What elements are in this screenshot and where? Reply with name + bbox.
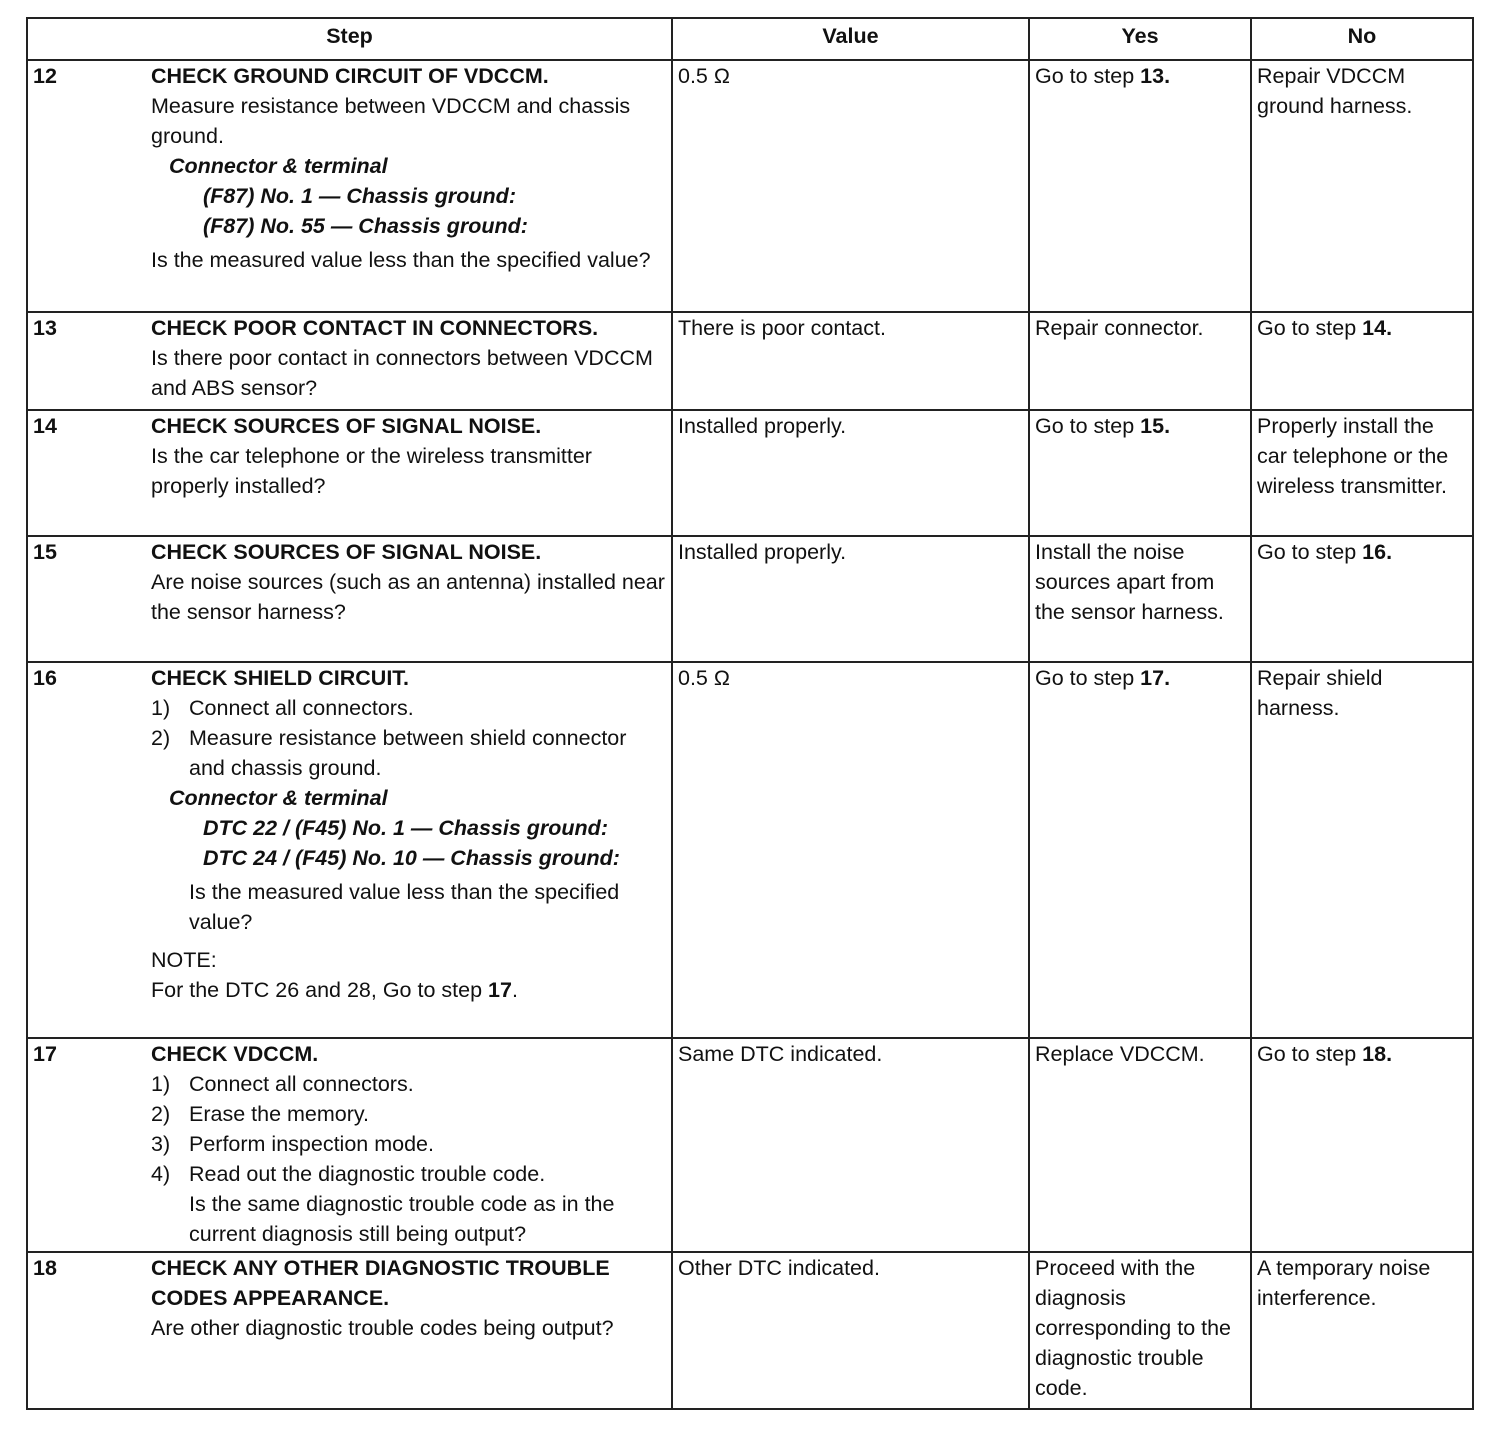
yes-cell: Install the noise sources apart from the sensor harness. xyxy=(1029,536,1251,662)
step-cell xyxy=(27,1252,672,1409)
list-text: Read out the diagnostic trouble code. xyxy=(189,1162,546,1186)
value-cell: 0.5 Ω xyxy=(672,662,1029,1038)
step-question: Is the same diagnostic trouble code as in the current diagnosis still being output? xyxy=(189,1192,615,1246)
no-cell: Repair VDCCM ground harness. xyxy=(1251,60,1473,312)
yes-step-ref: 15 xyxy=(1140,414,1165,438)
step-title: CHECK SOURCES OF SIGNAL NOISE. xyxy=(151,540,542,564)
value-cell: Other DTC indicated. xyxy=(672,1252,1029,1409)
note-period: . xyxy=(511,978,518,1002)
value-cell: Installed properly. xyxy=(672,536,1029,662)
list-number: 3) xyxy=(151,1132,171,1156)
step-number: 18 xyxy=(33,1256,57,1280)
step-title: CHECK VDCCM. xyxy=(151,1042,319,1066)
value-cell: There is poor contact. xyxy=(672,312,1029,410)
step-cell xyxy=(27,1038,672,1252)
no-step-ref: 18 xyxy=(1362,1042,1387,1066)
value-cell: Same DTC indicated. xyxy=(672,1038,1029,1252)
table-row xyxy=(27,60,1473,312)
no-step-ref: 14 xyxy=(1362,316,1387,340)
list-text: Perform inspection mode. xyxy=(189,1132,434,1156)
list-text: Measure resistance between shield connector and chassis ground. xyxy=(189,726,627,780)
connector-terminal: (F87) No. 1 — Chassis ground: xyxy=(203,184,516,208)
yes-step-ref: 17 xyxy=(1140,666,1165,690)
step-description: Is there poor contact in connectors between VDCCM and ABS sensor? xyxy=(151,346,653,400)
connector-terminal: DTC 24 / (F45) No. 10 — Chassis ground: xyxy=(203,846,620,870)
yes-text: Go to step xyxy=(1035,666,1141,690)
no-cell xyxy=(1251,536,1473,662)
table-row xyxy=(27,410,1473,536)
list-text: Erase the memory. xyxy=(189,1102,370,1126)
step-title: CHECK GROUND CIRCUIT OF VDCCM. xyxy=(151,64,549,88)
connector-terminal: DTC 22 / (F45) No. 1 — Chassis ground: xyxy=(203,816,608,840)
yes-cell: Repair connector. xyxy=(1029,312,1251,410)
value-cell: Installed properly. xyxy=(672,410,1029,536)
no-cell: A temporary noise interference. xyxy=(1251,1252,1473,1409)
diagnostic-table xyxy=(26,17,1474,1410)
yes-cell xyxy=(1029,60,1251,312)
connector-terminal: (F87) No. 55 — Chassis ground: xyxy=(203,214,528,238)
no-cell xyxy=(1251,1038,1473,1252)
no-text: Go to step xyxy=(1257,1042,1363,1066)
connector-heading: Connector & terminal xyxy=(169,786,388,810)
table-row xyxy=(27,662,1473,1038)
list-item xyxy=(151,723,666,783)
step-cell xyxy=(27,536,672,662)
step-title: CHECK SHIELD CIRCUIT. xyxy=(151,666,410,690)
header-row xyxy=(27,18,1473,60)
step-title: CHECK ANY OTHER DIAGNOSTIC TROUBLE CODES APPEARANCE. xyxy=(151,1256,610,1310)
header-value: Value xyxy=(672,18,1029,60)
step-description: Measure resistance between VDCCM and chassis ground. xyxy=(151,94,631,148)
header-yes: Yes xyxy=(1029,18,1251,60)
yes-period: . xyxy=(1164,666,1171,690)
step-number: 14 xyxy=(33,414,57,438)
step-number: 16 xyxy=(33,666,57,690)
list-item xyxy=(151,693,666,723)
no-period: . xyxy=(1386,1042,1393,1066)
table-row xyxy=(27,536,1473,662)
yes-text: Go to step xyxy=(1035,414,1141,438)
table-row xyxy=(27,1252,1473,1409)
yes-cell xyxy=(1029,662,1251,1038)
step-cell xyxy=(27,662,672,1038)
note-step-ref: 17 xyxy=(488,978,512,1002)
no-step-ref: 16 xyxy=(1362,540,1387,564)
no-cell xyxy=(1251,312,1473,410)
header-no: No xyxy=(1251,18,1473,60)
header-step: Step xyxy=(27,18,672,60)
table-row xyxy=(27,1038,1473,1252)
step-cell xyxy=(27,410,672,536)
list-item xyxy=(151,1069,666,1099)
list-number: 1) xyxy=(151,1072,171,1096)
step-description: Are noise sources (such as an antenna) installed near the sensor harness? xyxy=(151,570,665,624)
yes-cell: Replace VDCCM. xyxy=(1029,1038,1251,1252)
list-item xyxy=(151,1129,666,1159)
step-description: Are other diagnostic trouble codes being output? xyxy=(151,1316,614,1340)
no-period: . xyxy=(1386,540,1393,564)
yes-period: . xyxy=(1164,414,1171,438)
no-period: . xyxy=(1386,316,1393,340)
list-item xyxy=(151,1099,666,1129)
yes-step-ref: 13 xyxy=(1140,64,1165,88)
step-number: 13 xyxy=(33,316,57,340)
note-text xyxy=(151,975,666,1005)
list-number: 4) xyxy=(151,1162,171,1186)
step-number: 15 xyxy=(33,540,57,564)
step-question: Is the measured value less than the specified value? xyxy=(189,880,620,934)
list-number: 2) xyxy=(151,726,171,750)
no-text: Go to step xyxy=(1257,540,1363,564)
table-row xyxy=(27,312,1473,410)
value-cell: 0.5 Ω xyxy=(672,60,1029,312)
no-cell: Repair shield harness. xyxy=(1251,662,1473,1038)
step-number: 12 xyxy=(33,64,57,88)
note-body: For the DTC 26 and 28, Go to step xyxy=(151,978,489,1002)
list-number: 2) xyxy=(151,1102,171,1126)
step-title: CHECK POOR CONTACT IN CONNECTORS. xyxy=(151,316,599,340)
step-question: Is the measured value less than the specified value? xyxy=(151,248,651,272)
note-heading: NOTE: xyxy=(151,948,217,972)
step-title: CHECK SOURCES OF SIGNAL NOISE. xyxy=(151,414,542,438)
list-item xyxy=(151,1159,666,1189)
no-text: Go to step xyxy=(1257,316,1363,340)
yes-period: . xyxy=(1164,64,1171,88)
step-cell xyxy=(27,60,672,312)
step-cell xyxy=(27,312,672,410)
connector-heading: Connector & terminal xyxy=(169,154,388,178)
yes-cell xyxy=(1029,410,1251,536)
list-number: 1) xyxy=(151,696,171,720)
list-text: Connect all connectors. xyxy=(189,696,414,720)
step-number: 17 xyxy=(33,1042,57,1066)
step-description: Is the car telephone or the wireless transmitter properly installed? xyxy=(151,444,592,498)
list-text: Connect all connectors. xyxy=(189,1072,414,1096)
yes-cell: Proceed with the diagnosis corresponding to the diagnostic trouble code. xyxy=(1029,1252,1251,1409)
yes-text: Go to step xyxy=(1035,64,1141,88)
no-cell: Properly install the car telephone or the wireless transmitter. xyxy=(1251,410,1473,536)
